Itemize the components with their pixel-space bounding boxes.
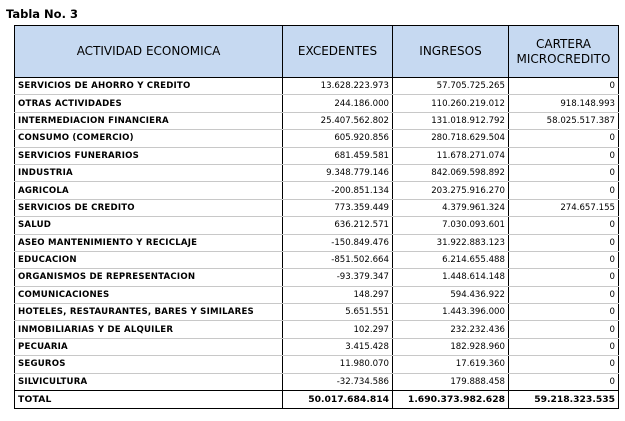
table-row: [15, 147, 619, 164]
total-portfolio: 59.218.323.535: [509, 391, 619, 409]
table-row: [15, 321, 619, 338]
activity-cell: SERVICIOS DE AHORRO Y CREDITO: [15, 78, 283, 95]
income-cell: 179.888.458: [393, 373, 509, 390]
table-row: [15, 373, 619, 390]
activity-cell: INTERMEDIACION FINANCIERA: [15, 112, 283, 129]
table-row: [15, 338, 619, 355]
table-row: [15, 356, 619, 373]
income-cell: 1.443.396.000: [393, 304, 509, 321]
activity-cell: CONSUMO (COMERCIO): [15, 130, 283, 147]
header-surplus: EXCEDENTES: [283, 26, 393, 78]
total-row: [15, 391, 619, 409]
surplus-cell: 13.628.223.973: [283, 78, 393, 95]
surplus-cell: 102.297: [283, 321, 393, 338]
table-row: [15, 286, 619, 303]
table-header-row: [15, 26, 619, 78]
surplus-cell: 11.980.070: [283, 356, 393, 373]
activity-cell: PECUARIA: [15, 338, 283, 355]
income-cell: 842.069.598.892: [393, 164, 509, 181]
portfolio-cell: 0: [509, 338, 619, 355]
header-portfolio-line2: MICROCREDITO: [516, 51, 611, 66]
income-cell: 110.260.219.012: [393, 95, 509, 112]
income-cell: 31.922.883.123: [393, 234, 509, 251]
activity-cell: OTRAS ACTIVIDADES: [15, 95, 283, 112]
activity-cell: HOTELES, RESTAURANTES, BARES Y SIMILARES: [15, 304, 283, 321]
table-row: [15, 112, 619, 129]
surplus-cell: 9.348.779.146: [283, 164, 393, 181]
table-row: [15, 95, 619, 112]
activity-cell: AGRICOLA: [15, 182, 283, 199]
income-cell: 57.705.725.265: [393, 78, 509, 95]
activity-cell: EDUCACION: [15, 251, 283, 268]
table-row: [15, 130, 619, 147]
surplus-cell: -851.502.664: [283, 251, 393, 268]
portfolio-cell: 58.025.517.387: [509, 112, 619, 129]
income-cell: 6.214.655.488: [393, 251, 509, 268]
portfolio-cell: 0: [509, 286, 619, 303]
surplus-cell: -150.849.476: [283, 234, 393, 251]
table-row: [15, 304, 619, 321]
portfolio-cell: 0: [509, 304, 619, 321]
activity-cell: INMOBILIARIAS Y DE ALQUILER: [15, 321, 283, 338]
portfolio-cell: 0: [509, 130, 619, 147]
surplus-cell: 148.297: [283, 286, 393, 303]
income-cell: 594.436.922: [393, 286, 509, 303]
table-row: [15, 251, 619, 268]
income-cell: 280.718.629.504: [393, 130, 509, 147]
total-surplus: 50.017.684.814: [283, 391, 393, 409]
table-row: [15, 269, 619, 286]
portfolio-cell: 918.148.993: [509, 95, 619, 112]
activity-cell: COMUNICACIONES: [15, 286, 283, 303]
income-cell: 203.275.916.270: [393, 182, 509, 199]
portfolio-cell: 0: [509, 78, 619, 95]
income-cell: 1.448.614.148: [393, 269, 509, 286]
surplus-cell: -93.379.347: [283, 269, 393, 286]
surplus-cell: 681.459.581: [283, 147, 393, 164]
table-row: [15, 217, 619, 234]
portfolio-cell: 0: [509, 147, 619, 164]
income-cell: 232.232.436: [393, 321, 509, 338]
portfolio-cell: 0: [509, 234, 619, 251]
portfolio-cell: 0: [509, 356, 619, 373]
activity-table: [14, 25, 619, 409]
header-portfolio: [509, 26, 619, 78]
surplus-cell: 773.359.449: [283, 199, 393, 216]
surplus-cell: 25.407.562.802: [283, 112, 393, 129]
total-income: 1.690.373.982.628: [393, 391, 509, 409]
portfolio-cell: 0: [509, 373, 619, 390]
total-label: TOTAL: [15, 391, 283, 409]
income-cell: 131.018.912.792: [393, 112, 509, 129]
table-row: [15, 164, 619, 181]
surplus-cell: -200.851.134: [283, 182, 393, 199]
surplus-cell: 3.415.428: [283, 338, 393, 355]
surplus-cell: 244.186.000: [283, 95, 393, 112]
surplus-cell: -32.734.586: [283, 373, 393, 390]
table-caption: Tabla No. 3: [6, 7, 78, 21]
activity-cell: ORGANISMOS DE REPRESENTACION: [15, 269, 283, 286]
activity-cell: ASEO MANTENIMIENTO Y RECICLAJE: [15, 234, 283, 251]
table-row: [15, 199, 619, 216]
portfolio-cell: 274.657.155: [509, 199, 619, 216]
activity-cell: SERVICIOS DE CREDITO: [15, 199, 283, 216]
activity-cell: SEGUROS: [15, 356, 283, 373]
activity-cell: SILVICULTURA: [15, 373, 283, 390]
income-cell: 11.678.271.074: [393, 147, 509, 164]
income-cell: 182.928.960: [393, 338, 509, 355]
portfolio-cell: 0: [509, 321, 619, 338]
income-cell: 4.379.961.324: [393, 199, 509, 216]
income-cell: 7.030.093.601: [393, 217, 509, 234]
activity-cell: INDUSTRIA: [15, 164, 283, 181]
surplus-cell: 636.212.571: [283, 217, 393, 234]
portfolio-cell: 0: [509, 217, 619, 234]
activity-cell: SERVICIOS FUNERARIOS: [15, 147, 283, 164]
income-cell: 17.619.360: [393, 356, 509, 373]
header-portfolio-line1: CARTERA: [535, 36, 592, 51]
surplus-cell: 5.651.551: [283, 304, 393, 321]
table-row: [15, 78, 619, 95]
table-row: [15, 234, 619, 251]
portfolio-cell: 0: [509, 164, 619, 181]
surplus-cell: 605.920.856: [283, 130, 393, 147]
header-income: INGRESOS: [393, 26, 509, 78]
portfolio-cell: 0: [509, 251, 619, 268]
header-activity: ACTIVIDAD ECONOMICA: [15, 26, 283, 78]
portfolio-cell: 0: [509, 182, 619, 199]
activity-cell: SALUD: [15, 217, 283, 234]
portfolio-cell: 0: [509, 269, 619, 286]
table-row: [15, 182, 619, 199]
